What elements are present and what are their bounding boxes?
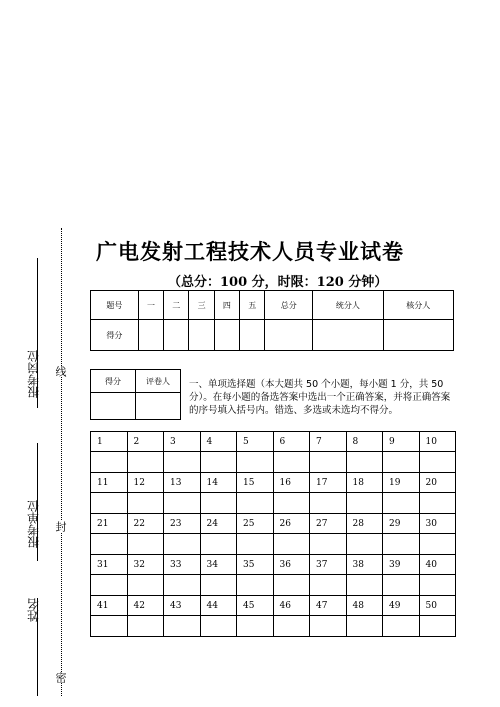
answer-entry-cell[interactable]	[237, 616, 274, 637]
answer-entry-cell[interactable]	[273, 534, 310, 555]
exam-title: 广电发射工程技术人员专业试卷	[96, 240, 404, 264]
question-number-cell: 33	[164, 555, 201, 575]
answer-entry-cell[interactable]	[383, 575, 420, 596]
grader-header-score: 得分	[91, 370, 136, 393]
score-entry-cell[interactable]	[265, 320, 313, 351]
question-number-cell: 9	[383, 432, 420, 452]
question-number-cell: 5	[237, 432, 274, 452]
answer-entry-cell[interactable]	[91, 575, 128, 596]
answer-entry-cell[interactable]	[310, 452, 347, 473]
answer-entry-cell[interactable]	[237, 493, 274, 514]
answer-entry-cell[interactable]	[91, 493, 128, 514]
answer-entry-cell[interactable]	[273, 493, 310, 514]
grader-header-grader: 评卷人	[136, 370, 181, 393]
question-number-cell: 16	[273, 473, 310, 493]
question-number-cell: 3	[164, 432, 201, 452]
score-entry-cell[interactable]	[138, 320, 163, 351]
question-number-cell: 15	[237, 473, 274, 493]
question-number-cell: 38	[346, 555, 383, 575]
question-number-cell: 2	[127, 432, 164, 452]
question-number-cell: 17	[310, 473, 347, 493]
score-header-cell: 三	[189, 291, 214, 320]
answer-entry-row	[91, 493, 456, 514]
answer-entry-cell[interactable]	[200, 493, 237, 514]
score-entry-cell[interactable]	[383, 320, 453, 351]
question-number-cell: 13	[164, 473, 201, 493]
answer-entry-cell[interactable]	[164, 452, 201, 473]
answer-entry-cell[interactable]	[237, 452, 274, 473]
question-number-cell: 21	[91, 514, 128, 534]
answer-entry-cell[interactable]	[346, 493, 383, 514]
exam-subtitle: （总分：100 分，时限：120 分钟）	[168, 275, 388, 290]
question-number-cell: 40	[419, 555, 456, 575]
answer-grid	[90, 431, 456, 637]
seal-char-seal: 封	[54, 521, 67, 532]
question-number-cell: 18	[346, 473, 383, 493]
answer-entry-cell[interactable]	[383, 616, 420, 637]
score-entry-cell[interactable]	[189, 320, 214, 351]
question-number-cell: 28	[346, 514, 383, 534]
question-number-cell: 39	[383, 555, 420, 575]
question-number-cell: 11	[91, 473, 128, 493]
answer-number-row	[91, 432, 456, 452]
answer-entry-cell[interactable]	[419, 534, 456, 555]
answer-entry-cell[interactable]	[419, 452, 456, 473]
question-number-cell: 12	[127, 473, 164, 493]
question-number-cell: 23	[164, 514, 201, 534]
answer-number-row	[91, 555, 456, 575]
grader-name-entry[interactable]	[136, 393, 181, 420]
answer-entry-cell[interactable]	[91, 616, 128, 637]
answer-entry-cell[interactable]	[200, 534, 237, 555]
question-number-cell: 19	[383, 473, 420, 493]
score-table-header-row	[91, 291, 454, 320]
section1-instructions: 一、单项选择题（本大题共 50 个小题，每小题 1 分，共 50 分）。在每小题的备选答案中选出一个正确答案，并将正确答案的序号填入括号内。错选、多选或未选均不得分。	[189, 379, 451, 416]
question-number-cell: 20	[419, 473, 456, 493]
question-number-cell: 25	[237, 514, 274, 534]
score-header-cell: 题号	[91, 291, 139, 320]
answer-entry-cell[interactable]	[127, 493, 164, 514]
seal-char-line: 线	[54, 366, 67, 377]
grader-box	[90, 369, 181, 420]
answer-entry-cell[interactable]	[383, 493, 420, 514]
field-position-label: 报考岗位	[26, 350, 41, 398]
answer-entry-cell[interactable]	[346, 534, 383, 555]
answer-entry-cell[interactable]	[164, 575, 201, 596]
question-number-cell: 35	[237, 555, 274, 575]
score-entry-cell[interactable]	[214, 320, 239, 351]
answer-entry-cell[interactable]	[164, 534, 201, 555]
question-number-cell: 1	[91, 432, 128, 452]
answer-entry-cell[interactable]	[346, 575, 383, 596]
answer-entry-row	[91, 616, 456, 637]
answer-entry-cell[interactable]	[310, 616, 347, 637]
answer-entry-cell[interactable]	[91, 534, 128, 555]
answer-entry-cell[interactable]	[164, 493, 201, 514]
question-number-cell: 4	[200, 432, 237, 452]
question-number-cell: 49	[383, 596, 420, 616]
score-entry-cell[interactable]	[164, 320, 189, 351]
answer-entry-cell[interactable]	[237, 575, 274, 596]
answer-entry-cell[interactable]	[273, 452, 310, 473]
score-header-cell: 一	[138, 291, 163, 320]
question-number-cell: 47	[310, 596, 347, 616]
answer-entry-cell[interactable]	[200, 575, 237, 596]
question-number-cell: 27	[310, 514, 347, 534]
question-number-cell: 31	[91, 555, 128, 575]
answer-entry-cell[interactable]	[346, 616, 383, 637]
question-number-cell: 14	[200, 473, 237, 493]
question-number-cell: 7	[310, 432, 347, 452]
score-row-label: 得分	[91, 320, 139, 351]
score-header-cell: 总分	[265, 291, 313, 320]
question-number-cell: 43	[164, 596, 201, 616]
field-name-label: 姓名	[26, 598, 41, 622]
answer-entry-cell[interactable]	[419, 575, 456, 596]
answer-number-row	[91, 596, 456, 616]
answer-entry-row	[91, 452, 456, 473]
question-number-cell: 30	[419, 514, 456, 534]
question-number-cell: 48	[346, 596, 383, 616]
seal-char-secret: 密	[54, 672, 67, 683]
question-number-cell: 42	[127, 596, 164, 616]
score-entry-cell[interactable]	[240, 320, 265, 351]
question-number-cell: 8	[346, 432, 383, 452]
score-table	[90, 290, 454, 351]
answer-entry-cell[interactable]	[273, 575, 310, 596]
answer-entry-cell[interactable]	[310, 534, 347, 555]
question-number-cell: 34	[200, 555, 237, 575]
answer-entry-cell[interactable]	[164, 616, 201, 637]
score-entry-cell[interactable]	[313, 320, 383, 351]
question-number-cell: 6	[273, 432, 310, 452]
question-number-cell: 26	[273, 514, 310, 534]
answer-entry-cell[interactable]	[237, 534, 274, 555]
answer-entry-cell[interactable]	[383, 534, 420, 555]
answer-number-row	[91, 473, 456, 493]
question-number-cell: 36	[273, 555, 310, 575]
score-header-cell: 核分人	[383, 291, 453, 320]
answer-entry-cell[interactable]	[273, 616, 310, 637]
score-header-cell: 五	[240, 291, 265, 320]
answer-entry-cell[interactable]	[346, 452, 383, 473]
question-number-cell: 10	[419, 432, 456, 452]
question-number-cell: 44	[200, 596, 237, 616]
question-number-cell: 41	[91, 596, 128, 616]
answer-entry-cell[interactable]	[310, 575, 347, 596]
answer-number-row	[91, 514, 456, 534]
answer-entry-cell[interactable]	[383, 452, 420, 473]
question-number-cell: 46	[273, 596, 310, 616]
score-header-cell: 四	[214, 291, 239, 320]
question-number-cell: 45	[237, 596, 274, 616]
answer-entry-cell[interactable]	[419, 616, 456, 637]
question-number-cell: 37	[310, 555, 347, 575]
answer-entry-cell[interactable]	[91, 452, 128, 473]
score-header-cell: 二	[164, 291, 189, 320]
question-number-cell: 24	[200, 514, 237, 534]
answer-entry-cell[interactable]	[200, 616, 237, 637]
question-number-cell: 32	[127, 555, 164, 575]
answer-entry-cell[interactable]	[200, 452, 237, 473]
answer-entry-cell[interactable]	[127, 575, 164, 596]
answer-entry-cell[interactable]	[127, 452, 164, 473]
answer-entry-row	[91, 575, 456, 596]
question-number-cell: 29	[383, 514, 420, 534]
answer-entry-cell[interactable]	[419, 493, 456, 514]
binding-dotted-line	[61, 228, 62, 696]
answer-entry-cell[interactable]	[127, 616, 164, 637]
grader-score-entry[interactable]	[91, 393, 136, 420]
field-unit-label: 报考单位	[26, 500, 41, 548]
question-number-cell: 22	[127, 514, 164, 534]
answer-entry-cell[interactable]	[310, 493, 347, 514]
question-number-cell: 50	[419, 596, 456, 616]
score-header-cell: 统分人	[313, 291, 383, 320]
answer-entry-row	[91, 534, 456, 555]
answer-entry-cell[interactable]	[127, 534, 164, 555]
score-table-value-row	[91, 320, 454, 351]
